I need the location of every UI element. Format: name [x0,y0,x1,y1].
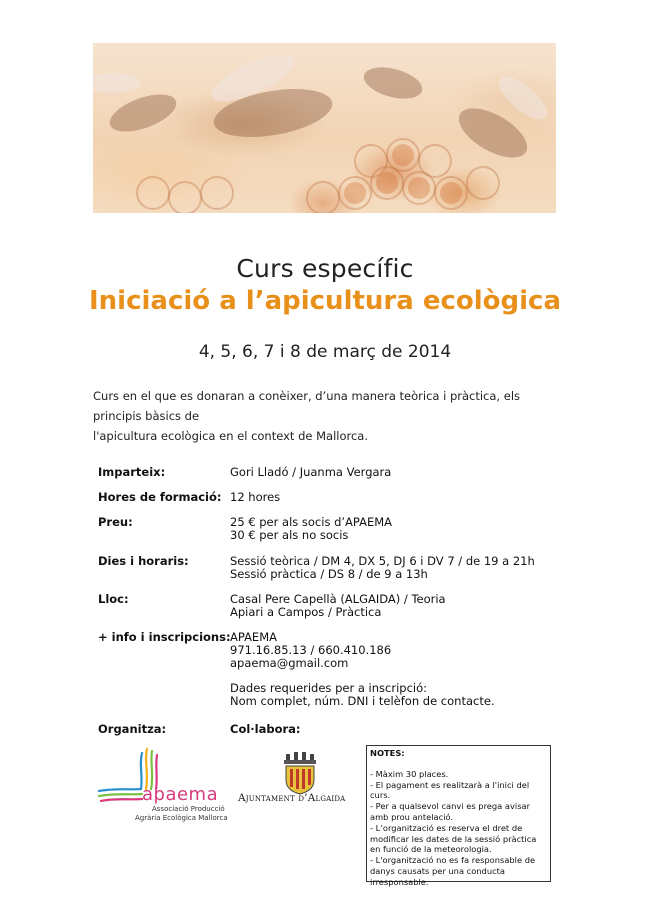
info-value: 12 hores [230,490,281,504]
info-label: Imparteix: [98,465,166,479]
hero-bees-image [93,43,556,213]
info-value: 25 € per als socis d’APAEMA [230,515,393,529]
course-name-title: Iniciació a l’apicultura ecològica [88,286,561,316]
note-item: - El pagament es realitzarà a l'inici del curs. [370,779,530,801]
info-label: + info i inscripcions: [98,630,231,644]
info-value: Sessió teòrica / DM 4, DX 5, DJ 6 i DV 7 / de 19 a 21h [230,554,535,568]
ajuntament-logo-text: Ajuntament d’Algaida [238,792,346,804]
info-value-phone: 971.16.85.13 / 660.410.186 [230,643,392,657]
info-value: Casal Pere Capellà (ALGAIDA) / Teoria [230,592,446,606]
info-value: 30 € per als no socis [230,528,349,542]
apaema-logo-subtitle: Agrària Ecològica Mallorca [135,814,228,822]
info-label: Lloc: [98,592,129,606]
apaema-logo-subtitle: Associació Producció [152,805,225,813]
info-value: APAEMA [230,630,277,644]
info-value: Dades requerides per a inscripció: [230,681,427,695]
apaema-logo-text: apaema [142,784,219,805]
course-type-title: Curs específic [236,254,414,283]
info-value-email: apaema@gmail.com [230,656,349,670]
notes-title: NOTES: [370,748,405,758]
info-label: Hores de formació: [98,490,222,504]
notes-box [366,745,551,887]
info-label: Preu: [98,515,133,529]
info-value: Sessió pràctica / DS 8 / de 9 a 13h [230,567,428,581]
info-value: Gori Lladó / Juanma Vergara [230,465,392,479]
note-item: - L’organització es reserva el dret de modificar les dates de la sessió pràctica en funció de la meteorologia. [370,822,537,855]
note-item: - Màxim 30 places. [370,768,449,779]
info-value: Apiari a Campos / Pràctica [230,605,382,619]
organitza-label: Organitza: [98,722,167,736]
course-description: Curs en el que es donaran a conèixer, d’una manera teòrica i pràctica, els principis bàsics de l'apicultura ecològica en el context de Mallorca. [93,389,520,443]
note-item: - Per a qualsevol canvi es prega avisar amb prou antelació. [370,801,531,822]
col-labora-label: Col·labora: [230,722,301,736]
info-value: Nom complet, núm. DNI i telèfon de contacte. [230,694,495,708]
info-label: Dies i horaris: [98,554,189,568]
course-dates: 4, 5, 6, 7 i 8 de març de 2014 [198,342,452,362]
note-item: - L'organització no es fa responsable de danys causats per una conducta irresponsable. [370,855,536,887]
algaida-coat-of-arms-icon [240,748,365,828]
